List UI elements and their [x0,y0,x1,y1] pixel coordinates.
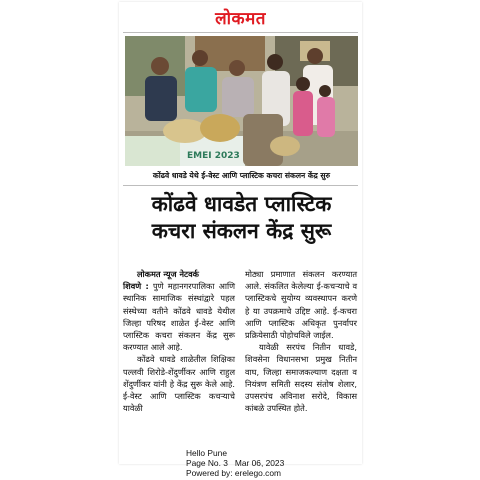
article-paragraph-4: यावेळी सरपंच नितीन धावडे, शिवसेना विधानसभा प्रमुख नितीन वाघ, जिल्हा समाजकल्याण दक्षता व नियंत्रण समिती सदस्य संतोष शेलार, उपसरपंच अविनाश सरोदे, विकास कांबळे उपस्थित होते. [245,342,357,414]
dateline: शिवणे : [123,281,149,292]
divider [123,185,358,186]
article-photo [125,36,358,166]
article-column-right [245,268,357,414]
divider [123,32,358,33]
page-and-date [186,458,306,468]
paragraph-1-text: पुणे महानगरपालिका आणि स्थानिक सामाजिक संस्थांद्वारे पहल संस्थेच्या वतीने कोंढवे धावडे येथील जिल्हा परिषद शाळेत ई-वेस्ट आणि प्लास्टिक कचरा संकलन केंद्र सुरू करण्यात आले आहे. [123,281,235,353]
article-paragraph-1 [123,280,235,353]
headline-line-2: कचरा संकलन केंद्र सुरू [151,219,332,243]
newspaper-logo: लोकमत [215,9,266,29]
article-paragraph-2: कोंढवे धावडे शाळेतील शिक्षिका पल्लवी शिरोडे-शेंदुर्णीकर आणि राहुल शेंदुर्णीकर यांनी हे केंद्र सुरू केले आहे. ई-वेस्ट आणि प्लास्टिक कचऱ्याचे यावेळी [123,354,235,414]
masthead [119,2,362,32]
article-paragraph-3: मोठ्या प्रमाणात संकलन करण्यात आले. संकलित केलेल्या ई-कचऱ्याचे व प्लास्टिकचे सुयोग्य व्यवस्थापन करणे हे या उपक्रमाचे उद्दिष्ट आहे. ई-कचरा आणि प्लास्टिक अधिकृत पुनर्वापर प्रक्रियेसाठी पोहोचविले जाईल. [245,269,357,341]
photo-illustration [125,36,358,166]
headline [125,191,358,245]
edition-date: Mar 06, 2023 [234,458,285,468]
edition-name: Hello Pune [186,448,227,458]
photo-caption: कोंढवे धावडे येथे ई-वेस्ट आणि प्लास्टिक कचरा संकलन केंद्र सुरु [152,171,331,180]
newspaper-clipping [119,2,362,464]
headline-line-1: कोंढवे धावडेत प्लास्टिक [151,192,332,216]
banner-text: EMEI 2023 [187,151,240,161]
clipping-footer [186,448,306,478]
powered-by: Powered by: erelego.com [186,468,281,478]
page-number: Page No. 3 [186,458,228,468]
byline: लोकमत न्यूज नेटवर्क [137,269,199,279]
article-column-left [123,268,235,414]
